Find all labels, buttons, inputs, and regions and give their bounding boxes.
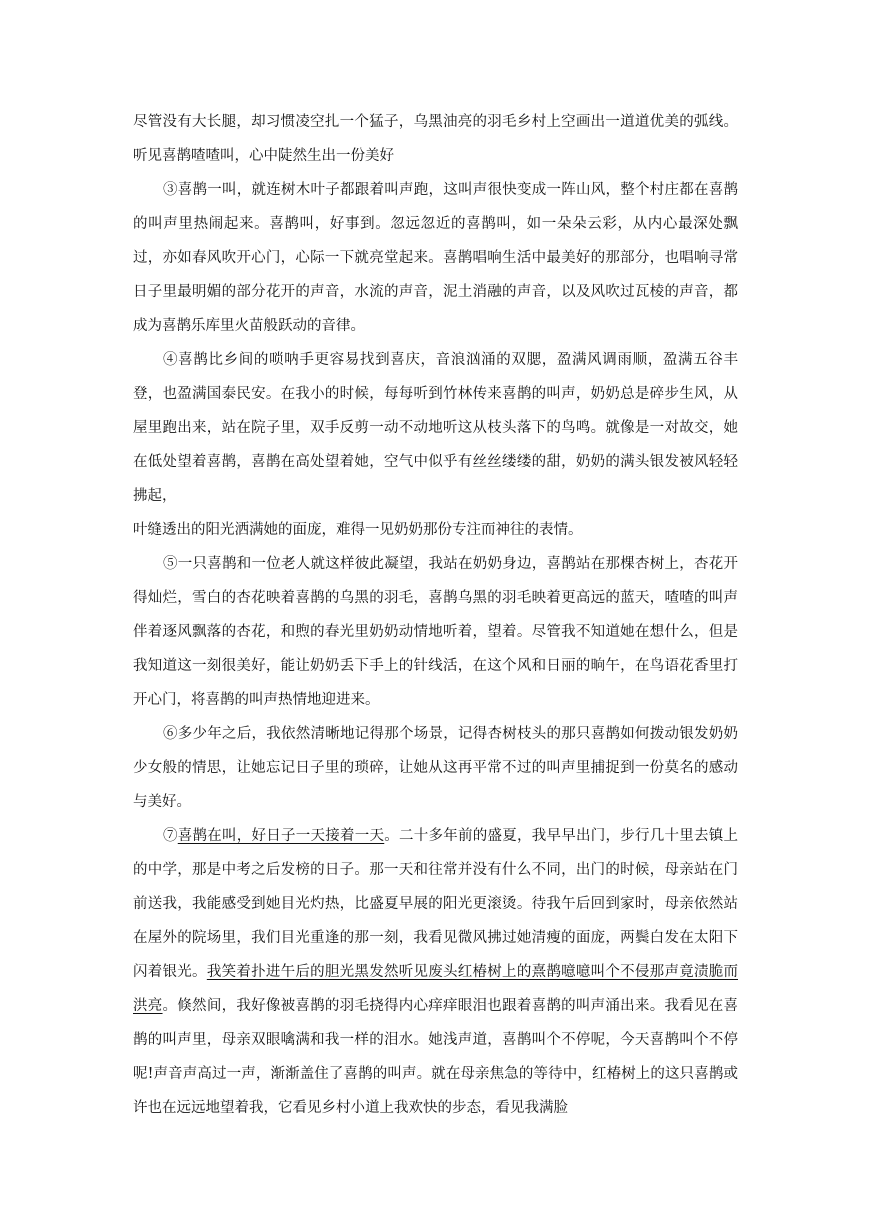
paragraph-text: ⑤一只喜鹊和一位老人就这样彼此凝望，我站在奶奶身边，喜鹊站在那棵杏树上，杏花开得灿烂，雪白的杏花映着喜鹊的乌黑的羽毛，喜鹊乌黑的羽毛映着更高远的蓝天，喳喳的叫声伴着逐风飘落的杏花，和煦的春光里奶奶动情地听着，望着。尽管我不知道她在想什么，但是我知道这一刻很美好，能让奶奶丢下手上的针线活，在这个风和日丽的晌午，在鸟语花香里打开心门，将喜鹊的叫声热情地迎进来。 [133, 556, 738, 708]
paragraph-text: 尽管没有大长腿，却习惯凌空扎一个猛子，乌黑油亮的羽毛乡村上空画出一道道优美的弧线。听见喜鹊喳喳叫，心中陡然生出一份美好 [133, 114, 738, 164]
paragraph-text: ⑥多少年之后，我依然清晰地记得那个场景，记得杏树枝头的那只喜鹊如何拨动银发奶奶少女般的情思，让她忘记日子里的琐碎，让她从这再平常不过的叫声里捕捉到一份莫名的感动与美好。 [133, 726, 738, 810]
paragraph-7 [133, 819, 738, 1125]
paragraph-4-continuation [133, 513, 738, 547]
paragraph-text: ③喜鹊一叫，就连树木叶子都跟着叫声跑，这叫声很快变成一阵山风，整个村庄都在喜鹊的叫声里热闹起来。喜鹊叫，好事到。忽远忽近的喜鹊叫，如一朵朵云彩，从内心最深处飘过，亦如春风吹开心门，心际一下就亮堂起来。喜鹊唱响生活中最美好的那部分，也唱响寻常日子里最明媚的部分花开的声音，水流的声音，泥土消融的声音，以及风吹过瓦棱的声音，都成为喜鹊乐库里火苗般跃动的音律。 [133, 182, 738, 334]
paragraph-text: 。二十多年前的盛夏，我早早出门，步行几十里去镇上的中学，那是中考之后发榜的日子。那一天和往常并没有什么不同，出门的时候，母亲站在门前送我，我能感受到她目光灼热，比盛夏早展的阳光更滚烫。待我午后回到家时，母亲依然站在屋外的院场里，我们目光重逢的那一刻，我看见微风拂过她清瘦的面庞，两鬓白发在太阳下闪着银光。 [133, 828, 738, 980]
paragraph-fragment-intro [133, 105, 738, 173]
paragraph-3 [133, 173, 738, 343]
essay-body [133, 105, 738, 1125]
paragraph-text: 叶缝透出的阳光洒满她的面庞，难得一见奶奶那份专注而神往的表情。 [133, 522, 583, 538]
paragraph-text: 。倏然间，我好像被喜鹊的羽毛挠得内心痒痒眼泪也跟着喜鹊的叫声涌出来。我看见在喜鹊的叫声里，母亲双眼噙满和我一样的泪水。她浅声道，喜鹊叫个不停呢，今天喜鹊叫个不停呢!声音声高过一声，渐渐盖住了喜鹊的叫声。就在母亲焦急的等待中，红椿树上的这只喜鹊或许也在远远地望着我，它看见乡村小道上我欢快的步态，看见我满脸 [133, 998, 739, 1116]
underlined-sentence-2: 我笑着扑进午后的胆光黑发然听见废头红椿树上的熹鹊噫噫叫个不侵那声竟渍脆而洪亮 [133, 964, 738, 1014]
underlined-sentence-1: 喜鹊在叫，好日子一天接着一天 [177, 828, 385, 844]
paragraph-4 [133, 343, 738, 513]
paragraph-6 [133, 717, 738, 819]
paragraph-5 [133, 547, 738, 717]
paragraph-number-text: ⑦ [163, 828, 178, 844]
paragraph-text: ④喜鹊比乡间的唢呐手更容易找到喜庆，音浪汹涌的双腮，盈满风调雨顺，盈满五谷丰登，也盈满国泰民安。在我小的时候，每每听到竹林传来喜鹊的叫声，奶奶总是碎步生风，从屋里跑出来，站在院子里，双手反剪一动不动地听这从枝头落下的鸟鸣。就像是一对故交，她在低处望着喜鹊，喜鹊在高处望着她，空气中似乎有丝丝缕缕的甜，奶奶的满头银发被风轻轻拂起， [133, 352, 738, 504]
